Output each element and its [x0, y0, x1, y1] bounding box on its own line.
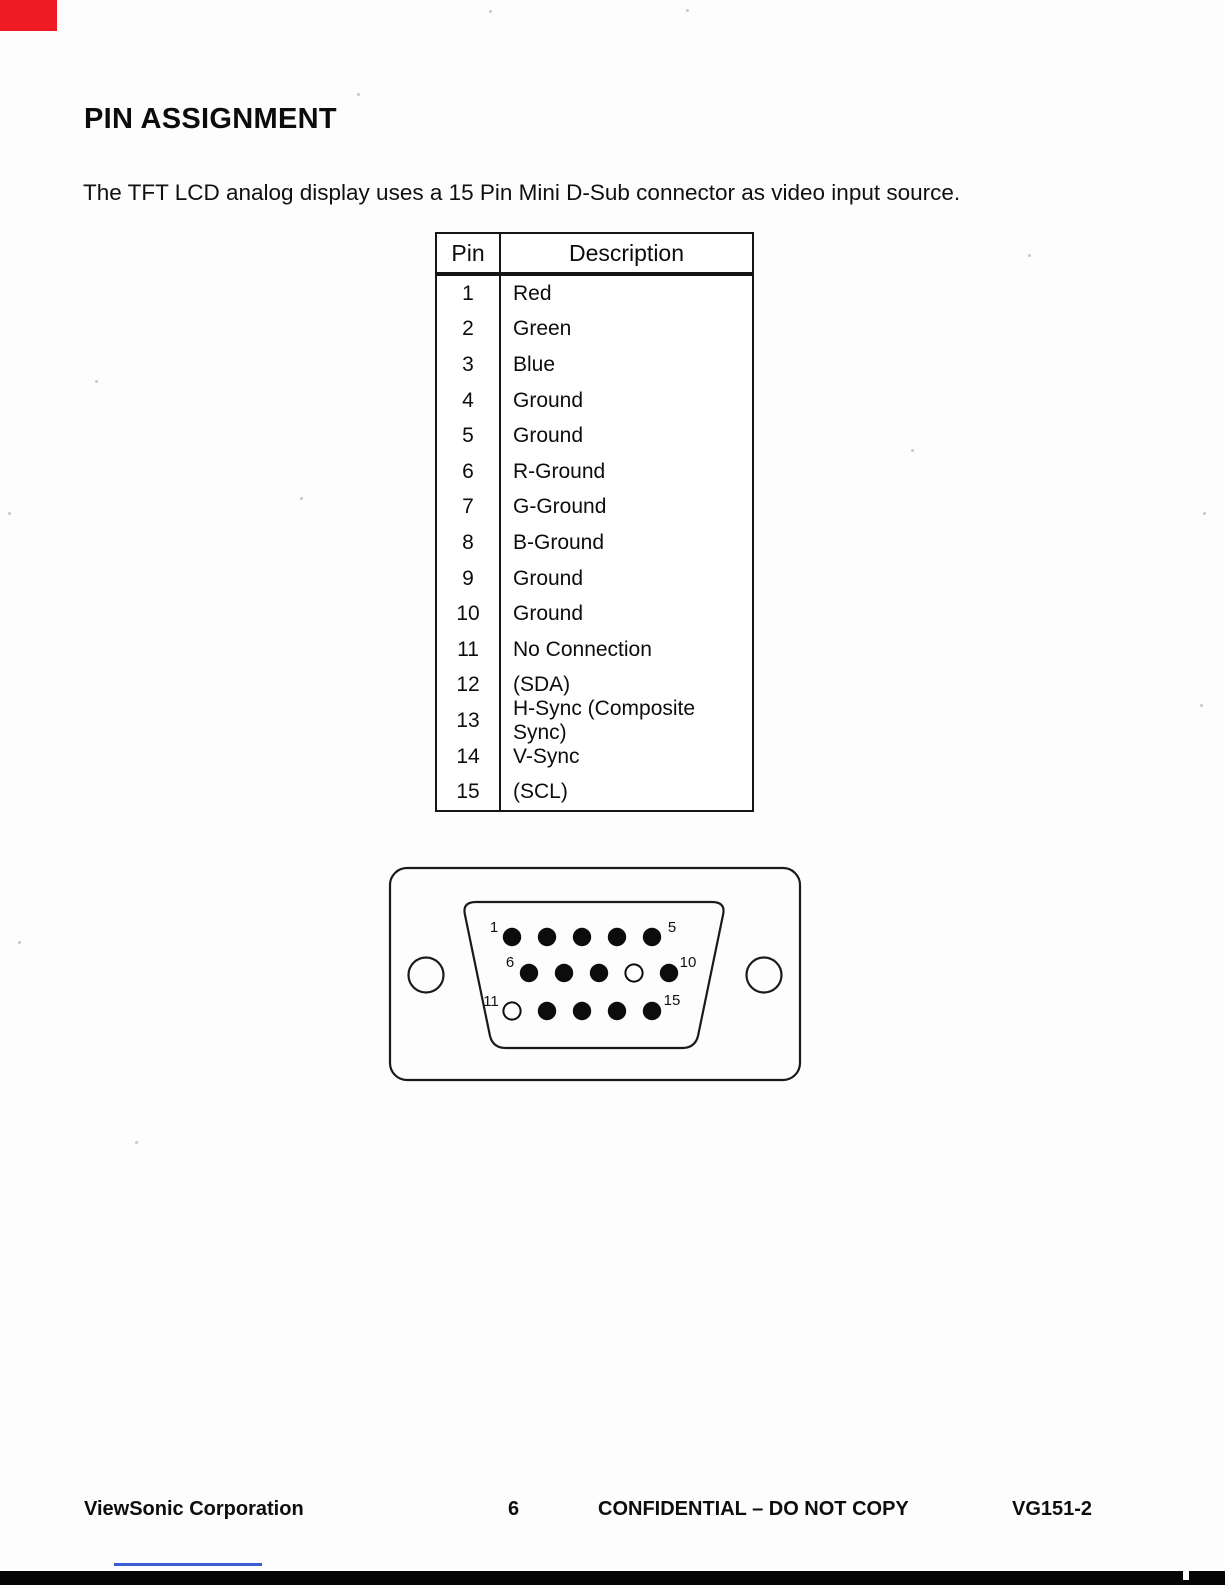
pin-number-cell: 15 — [437, 774, 501, 810]
pin-table-body — [437, 276, 752, 810]
description-column-header: Description — [568, 239, 685, 266]
pin-number-cell: 7 — [437, 490, 501, 526]
scan-speck — [95, 380, 98, 383]
pin-number-cell: 1 — [437, 276, 501, 312]
pin-dot-13 — [573, 1002, 591, 1020]
pin-table — [435, 232, 754, 812]
pin-dot-8 — [590, 964, 608, 982]
pin-label-5: 5 — [667, 919, 677, 936]
pin-label-10: 10 — [679, 954, 697, 971]
pin-number-cell: 6 — [437, 454, 501, 490]
pin-dot-4 — [608, 928, 626, 946]
intro-text: The TFT LCD analog display uses a 15 Pin Mini D-Sub connector as video input source. — [83, 180, 961, 205]
pin-dot-2 — [538, 928, 556, 946]
pin-label-11: 11 — [483, 993, 499, 1010]
pin-description-cell: Ground — [513, 566, 584, 590]
pin-dot-11 — [503, 1002, 520, 1019]
pin-description-cell: G-Ground — [513, 495, 607, 519]
scan-speck — [135, 1141, 138, 1144]
pin-description-cell: R-Ground — [513, 459, 606, 483]
scan-speck — [1028, 254, 1031, 257]
pin-number-cell: 2 — [437, 312, 501, 348]
pin-dot-15 — [643, 1002, 661, 1020]
pin-dot-3 — [573, 928, 591, 946]
scan-blue-line — [114, 1563, 262, 1566]
table-row — [437, 774, 752, 810]
pin-description-cell: Red — [513, 281, 552, 305]
pin-number-cell: 12 — [437, 668, 501, 704]
footer-confidential-notice: CONFIDENTIAL – DO NOT COPY — [598, 1498, 909, 1520]
pin-number-cell: 11 — [437, 632, 501, 668]
table-row — [437, 490, 752, 526]
table-row — [437, 383, 752, 419]
scan-bar-notch — [1183, 1571, 1189, 1580]
table-row — [437, 525, 752, 561]
pin-description-cell: Green — [513, 317, 572, 341]
pin-number-cell: 8 — [437, 525, 501, 561]
pin-number-cell: 4 — [437, 383, 501, 419]
pin-label-6: 6 — [505, 954, 515, 971]
scan-speck — [686, 9, 689, 12]
dsub-connector-diagram — [388, 866, 802, 1084]
scan-bottom-bar — [0, 1571, 1225, 1585]
pin-dot-9 — [625, 964, 642, 981]
pin-dot-7 — [555, 964, 573, 982]
pin-description-cell: Ground — [513, 602, 584, 626]
scan-red-mark — [0, 0, 57, 31]
table-row — [437, 454, 752, 490]
table-row — [437, 312, 752, 348]
table-row — [437, 739, 752, 775]
table-row — [437, 276, 752, 312]
pin-number-cell: 9 — [437, 561, 501, 597]
pin-description-cell: H-Sync (Composite Sync) — [513, 696, 696, 744]
scan-speck — [1200, 704, 1203, 707]
table-row — [437, 418, 752, 454]
pin-column-header: Pin — [437, 234, 501, 272]
footer-company: ViewSonic Corporation — [84, 1498, 304, 1520]
scan-speck — [1203, 512, 1206, 515]
footer-page-number: 6 — [508, 1498, 520, 1520]
pin-dot-10 — [660, 964, 678, 982]
pin-description-cell: V-Sync — [513, 744, 580, 768]
scan-speck — [911, 449, 914, 452]
scan-speck — [357, 93, 360, 96]
pin-number-cell: 14 — [437, 739, 501, 775]
scan-speck — [300, 497, 303, 500]
table-row — [437, 632, 752, 668]
table-row — [437, 561, 752, 597]
pin-number-cell: 3 — [437, 347, 501, 383]
pin-dot-6 — [520, 964, 538, 982]
mounting-hole-right-icon — [747, 958, 782, 993]
pin-number-cell: 10 — [437, 596, 501, 632]
pin-description-cell: Ground — [513, 388, 584, 412]
pin-description-cell: (SCL) — [513, 780, 568, 804]
table-row — [437, 696, 752, 744]
pin-dot-1 — [503, 928, 521, 946]
pin-table-header-row — [437, 234, 752, 276]
pin-number-cell: 5 — [437, 418, 501, 454]
page-title: PIN ASSIGNMENT — [84, 103, 337, 135]
pin-description-cell: Blue — [513, 352, 556, 376]
footer-doc-id: VG151-2 — [1012, 1498, 1093, 1520]
pin-label-15: 15 — [663, 992, 681, 1009]
mounting-hole-left-icon — [409, 958, 444, 993]
pin-dot-12 — [538, 1002, 556, 1020]
scan-speck — [8, 512, 11, 515]
pin-description-cell: No Connection — [513, 637, 652, 661]
table-row — [437, 596, 752, 632]
pin-label-1: 1 — [489, 919, 499, 936]
pin-dot-5 — [643, 928, 661, 946]
pin-number-cell: 13 — [437, 703, 501, 739]
scan-speck — [18, 941, 21, 944]
pin-dot-14 — [608, 1002, 626, 1020]
pin-description-cell: B-Ground — [513, 530, 605, 554]
table-row — [437, 347, 752, 383]
pin-description-cell: Ground — [513, 424, 584, 448]
pin-description-cell: (SDA) — [513, 673, 571, 697]
scan-speck — [489, 10, 492, 13]
